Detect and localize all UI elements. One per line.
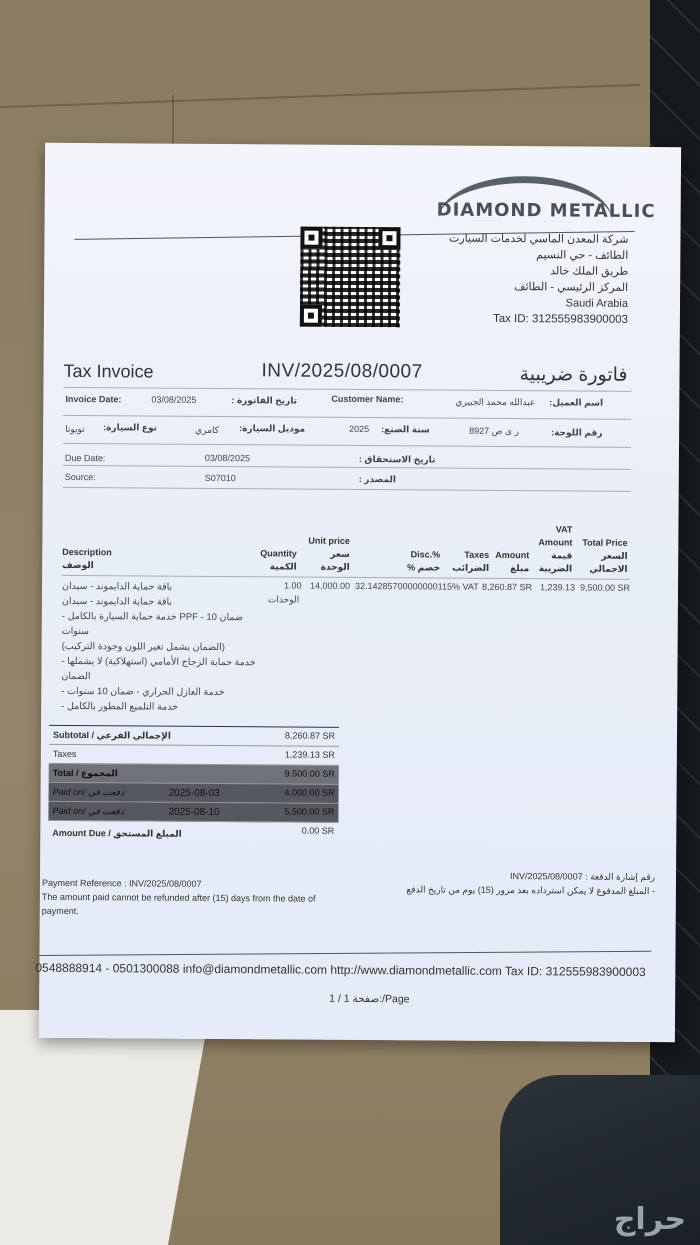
col-quantity: Quantity الكمية [260, 548, 297, 572]
total-row: Total / المجموع 9,500.00 SR [49, 764, 339, 785]
year-value: 2025 [349, 423, 370, 435]
customer-name-label-ar: اسم العميل: [549, 397, 604, 408]
source-value: S07010 [204, 472, 236, 484]
divider [63, 465, 631, 470]
line-item-amount: 8,260.87 SR [482, 581, 533, 593]
payment-row: Paid on/ دفعت في: 2025-08-10 5,500.00 SR [48, 802, 338, 823]
country: Saudi Arabia [565, 297, 629, 310]
car-model-label-ar: موديل السيارة: [239, 423, 306, 434]
col-amount: Amount مبلغ [495, 549, 530, 574]
address-line: الطائف - حي النسيم [536, 249, 629, 262]
customer-name-label: Customer Name: [331, 393, 404, 405]
line-item-total-price: 9,500.00 SR [580, 582, 631, 593]
col-taxes: Taxes الضرائب [452, 549, 490, 573]
line-item-description: باقة حماية الدايموند - سيدان باقة حماية الدايموند - سيدان ضمان 10 - PPF خدمة حماية السيارة بالكامل - سنوات (الضمان يشمل تغير اللون وجودة التركيب) خدمة حماية الزجاج الأمامي (استهلاكية) لا يشملها - الضمان خدمة العازل الحراري - ضمان 10 سنوات - خدمة التلميع المطور بالكامل - [61, 580, 256, 713]
background-paper [0, 1010, 210, 1245]
due-date-value: 03/08/2025 [204, 452, 251, 464]
line-item-vat-amount: 1,239.13 [540, 582, 576, 593]
due-date-label: Due Date: [64, 452, 106, 464]
due-date-label-ar: تاريخ الاستحقاق : [358, 453, 436, 465]
line-item-taxes: 15% VAT [442, 581, 479, 592]
line-item-quantity: 1.00 [284, 580, 302, 591]
tax-id: Tax ID: 312555983900003 [492, 312, 628, 326]
car-model-value: كامري [195, 424, 220, 436]
subtotal-row: Subtotal / الإجمالي الفرعي 8,260.87 SR [49, 726, 339, 747]
payment-notes-en: Payment Reference : INV/2025/08/0007 The amount paid cannot be refunded after (15) days from the date of payment. [41, 877, 316, 917]
invoice-date-value: 03/08/2025 [151, 394, 197, 405]
footer-contact: 0548888914 - 0501300088 info@diamondmetallic.com http://www.diamondmetallic.com Tax ID: 312555983900003 [35, 960, 646, 980]
col-discount: Disc.% % خصم [407, 549, 441, 573]
payment-row: Paid on/ دفعت في: 2025-08-03 4,000.00 SR [49, 783, 339, 804]
amount-due-row: Amount Due / المبلغ المستحق 0.00 SR [52, 825, 335, 839]
taxes-row: Taxes 1,239.13 SR [49, 745, 339, 766]
divider [63, 415, 631, 420]
invoice-paper [35, 143, 681, 1042]
qr-code-icon [300, 227, 401, 328]
col-total-price: Total Price السعر الاجمالي [582, 537, 628, 574]
divider [63, 387, 631, 392]
col-description: Description الوصف [62, 546, 112, 571]
source-label: Source: [64, 471, 96, 483]
document-title-ar: فاتورة ضريبية [519, 364, 628, 386]
plate-label-ar: رقم اللوحة: [551, 427, 603, 438]
customer-name-value: عبدالله محمد الجبيري [455, 396, 536, 408]
address-line: طريق الملك خالد [550, 265, 629, 278]
line-item-discount: 32.142857000000001 [355, 580, 443, 592]
divider [63, 443, 631, 448]
car-type-label-ar: نوع السيارة: [103, 422, 158, 433]
invoice-date-label-ar: تاريخ الفاتورة : [231, 395, 298, 406]
page-number: 1 / 1 صفحة:/Page [329, 992, 410, 1006]
seat-seam [0, 84, 640, 108]
source-label-ar: المصدر : [358, 473, 397, 485]
address-line: المركز الرئيسي - الطائف [514, 281, 629, 294]
line-item-unit-price: 14,000.00 [310, 580, 351, 591]
divider [63, 487, 631, 492]
col-vat-amount: VAT Amount قيمة الضريبة [538, 524, 573, 574]
document-title: Tax Invoice [63, 360, 154, 382]
company-logo: DIAMOND METALLIC [436, 199, 656, 223]
invoice-date-label: Invoice Date: [65, 393, 122, 405]
footer-divider [39, 951, 651, 956]
totals-table [48, 725, 339, 845]
car-type-value: تويوتا [65, 423, 85, 435]
haraj-watermark: حراج [613, 1203, 686, 1236]
year-label-ar: سنة الصنع: [381, 424, 430, 435]
line-item-unit: الوحدات [267, 594, 300, 605]
payment-notes-ar: رقم إشارة الدفعة : INV/2025/08/0007 - المبلغ المدفوع لا يمكن استرداده بعد مرور (15) يوم من تاريخ الدفع [406, 871, 656, 897]
company-name-ar: شركة المعدن الماسي لخدمات السيارت [448, 232, 629, 246]
col-unit-price: Unit price سعر الوحدة [308, 535, 350, 572]
invoice-number: INV/2025/08/0007 [261, 360, 423, 383]
company-address [448, 231, 628, 328]
plate-value: ر ى ص 8927 [469, 425, 519, 437]
